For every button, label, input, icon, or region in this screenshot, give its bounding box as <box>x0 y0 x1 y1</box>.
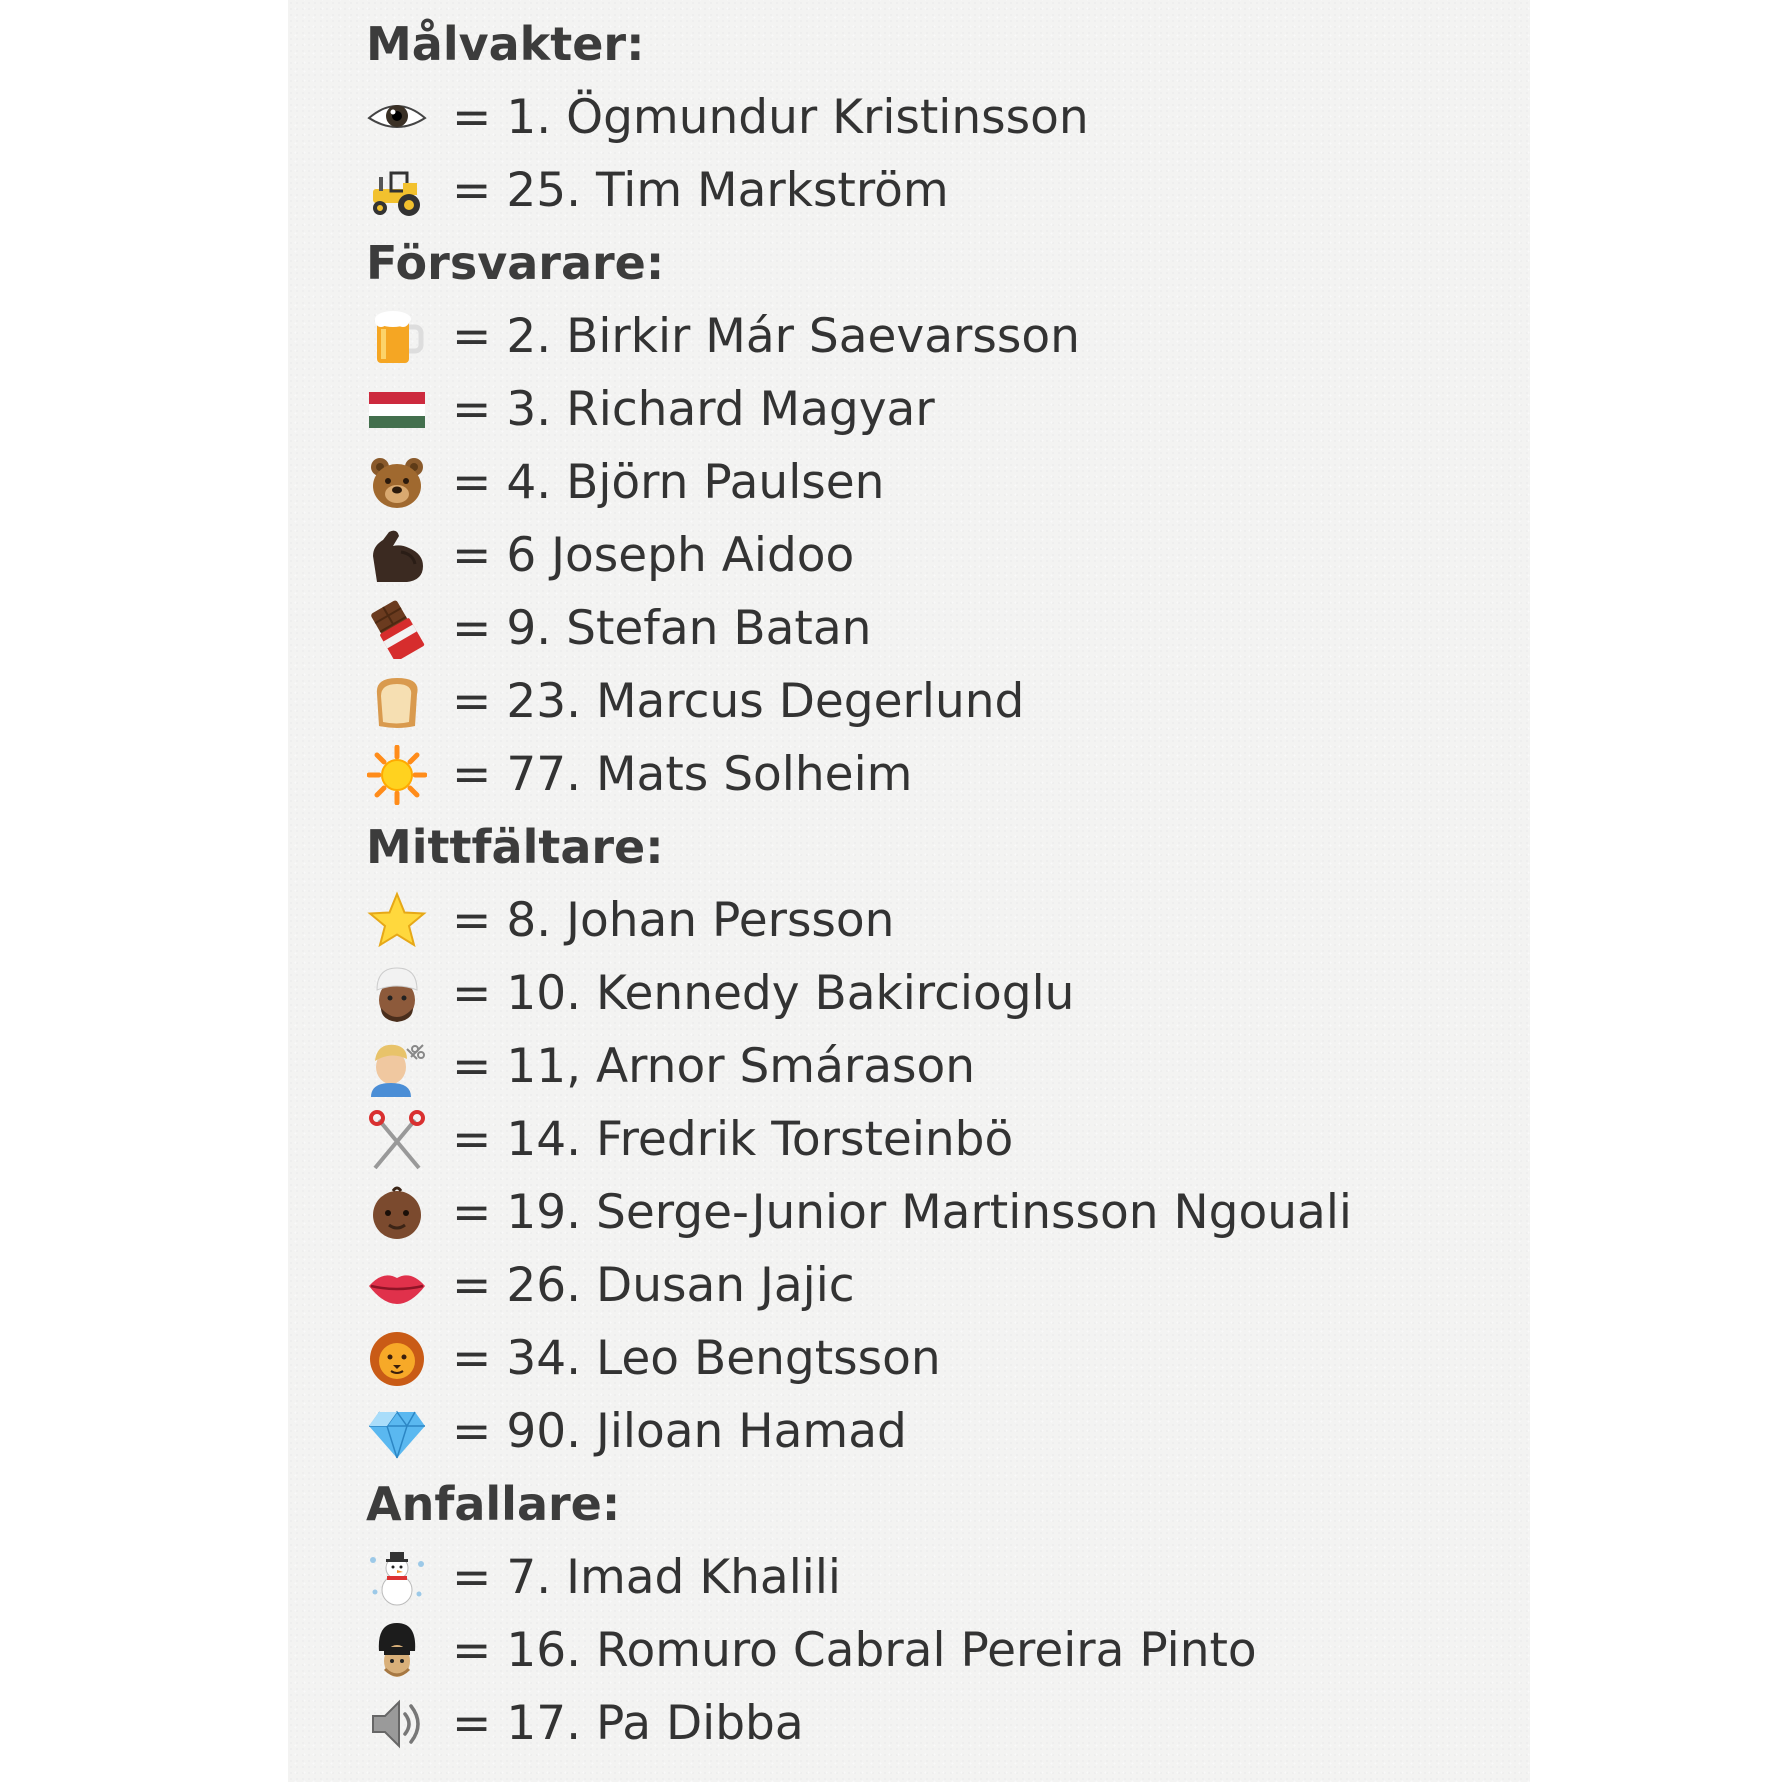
player-row <box>366 519 1516 592</box>
player-row <box>366 1176 1516 1249</box>
section-heading: Försvarare: <box>366 236 665 290</box>
player-row <box>366 300 1516 373</box>
guardsman-icon <box>366 1620 428 1682</box>
snowman-icon <box>366 1547 428 1609</box>
player-row <box>366 665 1516 738</box>
player-row <box>366 154 1516 227</box>
player-entry: = 4. Björn Paulsen <box>452 455 885 510</box>
player-row <box>366 1395 1516 1468</box>
lion-face-icon <box>366 1328 428 1390</box>
bear-face-icon <box>366 452 428 514</box>
player-row <box>366 1322 1516 1395</box>
player-entry: = 1. Ögmundur Kristinsson <box>452 90 1089 145</box>
man-with-turban-icon <box>366 963 428 1025</box>
eye-icon <box>366 87 428 149</box>
player-entry: = 2. Birkir Már Saevarsson <box>452 309 1080 364</box>
speaker-icon <box>366 1693 428 1755</box>
player-entry: = 16. Romuro Cabral Pereira Pinto <box>452 1623 1257 1678</box>
player-entry: = 6 Joseph Aidoo <box>452 528 855 583</box>
lips-icon <box>366 1255 428 1317</box>
player-entry: = 3. Richard Magyar <box>452 382 935 437</box>
player-row <box>366 373 1516 446</box>
player-entry: = 23. Marcus Degerlund <box>452 674 1025 729</box>
player-row <box>366 592 1516 665</box>
section-heading: Anfallare: <box>366 1477 621 1531</box>
player-row <box>366 1249 1516 1322</box>
player-row <box>366 1687 1516 1760</box>
player-row <box>366 1541 1516 1614</box>
player-row <box>366 81 1516 154</box>
player-entry: = 77. Mats Solheim <box>452 747 913 802</box>
player-entry: = 7. Imad Khalili <box>452 1550 841 1605</box>
player-entry: = 34. Leo Bengtsson <box>452 1331 941 1386</box>
player-entry: = 8. Johan Persson <box>452 893 895 948</box>
player-entry: = 19. Serge-Junior Martinsson Ngouali <box>452 1185 1352 1240</box>
player-row <box>366 1030 1516 1103</box>
scissors-icon <box>366 1109 428 1171</box>
hungary-flag-icon <box>366 379 428 441</box>
player-row <box>366 884 1516 957</box>
section-heading: Mittfältare: <box>366 820 664 874</box>
player-entry: = 17. Pa Dibba <box>452 1696 804 1751</box>
squad-list <box>366 8 1516 1760</box>
player-entry: = 11, Arnor Smárason <box>452 1039 976 1094</box>
beer-mug-icon <box>366 306 428 368</box>
baby-icon <box>366 1182 428 1244</box>
section-heading: Målvakter: <box>366 17 645 71</box>
player-row <box>366 957 1516 1030</box>
player-entry: = 90. Jiloan Hamad <box>452 1404 907 1459</box>
flexed-biceps-icon <box>366 525 428 587</box>
bread-icon <box>366 671 428 733</box>
player-entry: = 25. Tim Markström <box>452 163 949 218</box>
haircut-icon <box>366 1036 428 1098</box>
player-row <box>366 1614 1516 1687</box>
player-entry: = 9. Stefan Batan <box>452 601 872 656</box>
sun-icon <box>366 744 428 806</box>
chocolate-bar-icon <box>366 598 428 660</box>
tractor-icon <box>366 160 428 222</box>
player-entry: = 26. Dusan Jajic <box>452 1258 855 1313</box>
gem-icon <box>366 1401 428 1463</box>
player-row <box>366 738 1516 811</box>
player-row <box>366 1103 1516 1176</box>
player-entry: = 10. Kennedy Bakircioglu <box>452 966 1075 1021</box>
player-row <box>366 446 1516 519</box>
player-entry: = 14. Fredrik Torsteinbö <box>452 1112 1014 1167</box>
star-icon <box>366 890 428 952</box>
